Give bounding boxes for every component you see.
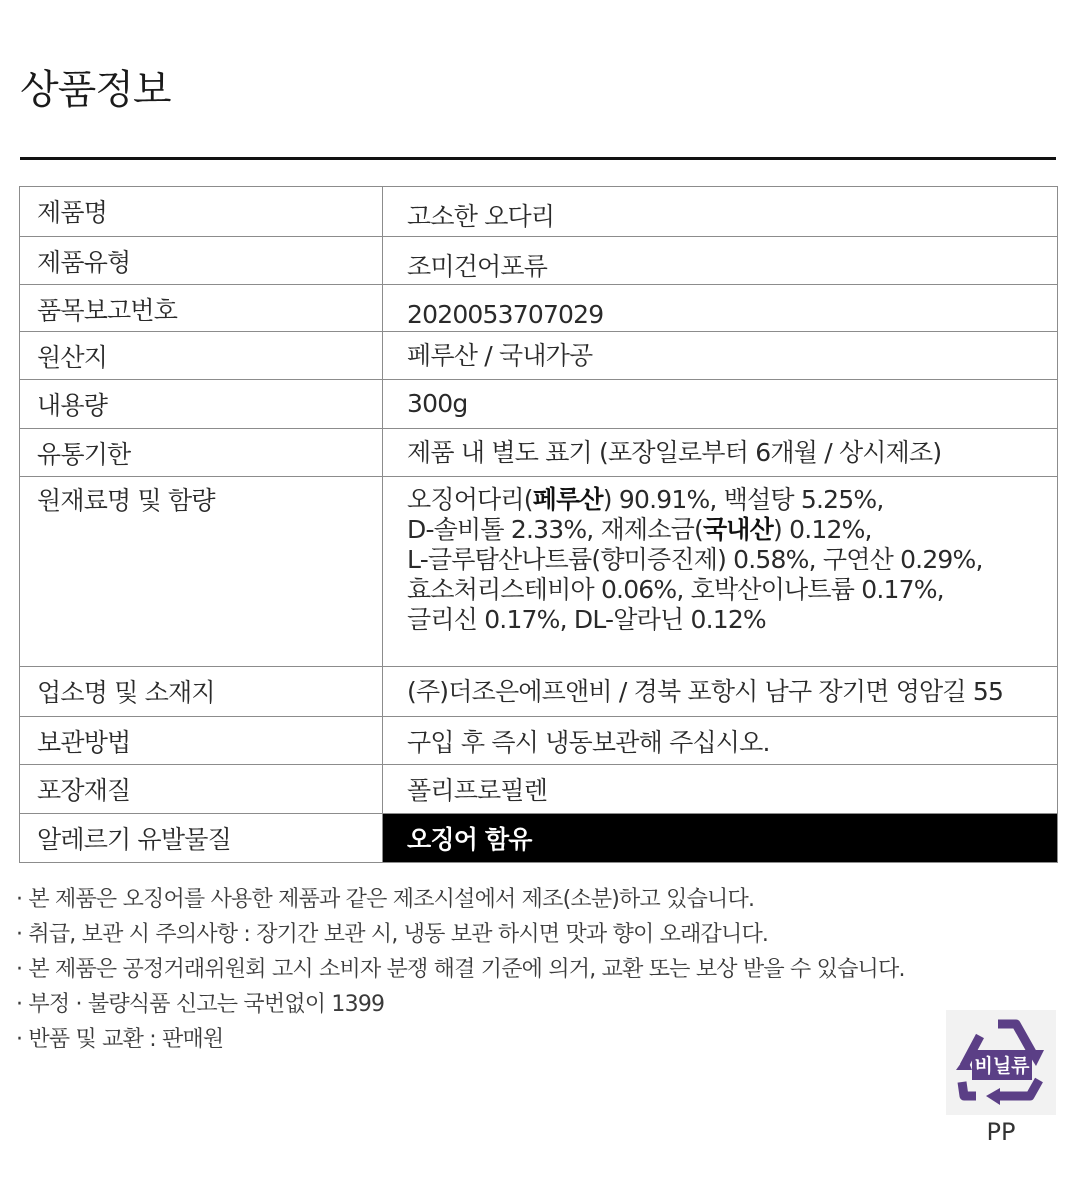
row-value: (주)더조은에프앤비 / 경북 포항시 남구 장기면 영암길 55 xyxy=(407,677,1004,706)
table-row xyxy=(20,380,1058,429)
ingredient-text: 글리신 0.17%, DL-알라닌 0.12% xyxy=(407,605,766,634)
row-value: 300g xyxy=(407,389,468,418)
row-value: 고소한 오다리 xyxy=(407,202,555,231)
row-value: 2020053707029 xyxy=(407,300,604,329)
ingredient-text: ) 90.91%, 백설탕 5.25%, xyxy=(602,485,884,514)
origin-highlight: 페루산 xyxy=(532,485,603,514)
material-code: PP xyxy=(986,1118,1016,1146)
title-divider xyxy=(20,157,1056,160)
allergy-value: 오징어 함유 xyxy=(407,825,532,854)
row-label: 원산지 xyxy=(37,343,108,372)
ingredient-text: L-글루탐산나트륨(향미증진제) 0.58%, 구연산 0.29%, xyxy=(407,545,983,574)
notes-list xyxy=(16,882,905,1057)
row-label: 내용량 xyxy=(37,391,108,420)
ingredient-text: 오징어다리( xyxy=(407,485,533,514)
row-value: 제품 내 별도 표기 (포장일로부터 6개월 / 상시제조) xyxy=(407,438,942,467)
row-label: 원재료명 및 함량 xyxy=(37,486,215,515)
note-item: · 부정 · 불량식품 신고는 국번없이 1399 xyxy=(16,992,385,1017)
product-info-table xyxy=(19,186,1058,863)
row-value: 구입 후 즉시 냉동보관해 주십시오. xyxy=(407,728,770,757)
recycle-label: 비닐류 xyxy=(974,1055,1030,1077)
ingredient-text: D-솔비톨 2.33%, 재제소금( xyxy=(407,515,703,544)
row-label: 품목보고번호 xyxy=(37,296,178,325)
table-row xyxy=(20,237,1058,285)
table-row xyxy=(20,332,1058,380)
row-value: 폴리프로필렌 xyxy=(407,776,548,805)
page-title: 상품정보 xyxy=(20,67,171,113)
row-label: 업소명 및 소재지 xyxy=(37,678,215,707)
table-row-ingredients xyxy=(20,477,1058,667)
ingredients-text xyxy=(407,477,1057,635)
note-item: · 본 제품은 오징어를 사용한 제품과 같은 제조시설에서 제조(소분)하고 있습니다. xyxy=(16,887,755,912)
table-row xyxy=(20,285,1058,332)
note-item: · 반품 및 교환 : 판매원 xyxy=(16,1027,224,1052)
ingredient-text: 효소처리스테비아 0.06%, 호박산이나트륨 0.17%, xyxy=(407,575,944,604)
row-value: 조미건어포류 xyxy=(407,252,548,281)
row-label: 제품유형 xyxy=(37,248,131,277)
ingredient-text: ) 0.12%, xyxy=(773,515,872,544)
note-item: · 취급, 보관 시 주의사항 : 장기간 보관 시, 냉동 보관 하시면 맛과 향이 오래갑니다. xyxy=(16,922,769,947)
table-row-allergy xyxy=(20,814,1058,863)
table-row xyxy=(20,765,1058,814)
row-label: 보관방법 xyxy=(37,728,131,757)
row-label: 유통기한 xyxy=(37,440,131,469)
row-label: 제품명 xyxy=(37,198,108,227)
row-label: 포장재질 xyxy=(37,776,131,805)
table-row xyxy=(20,429,1058,477)
table-row xyxy=(20,717,1058,765)
table-row xyxy=(20,667,1058,717)
origin-highlight: 국내산 xyxy=(702,515,773,544)
recycle-triangle-icon xyxy=(946,1010,1056,1115)
row-label: 알레르기 유발물질 xyxy=(37,825,231,854)
note-item: · 본 제품은 공정거래위원회 고시 소비자 분쟁 해결 기준에 의거, 교환 또는 보상 받을 수 있습니다. xyxy=(16,957,905,982)
row-value: 페루산 / 국내가공 xyxy=(407,341,593,370)
table-row xyxy=(20,187,1058,237)
